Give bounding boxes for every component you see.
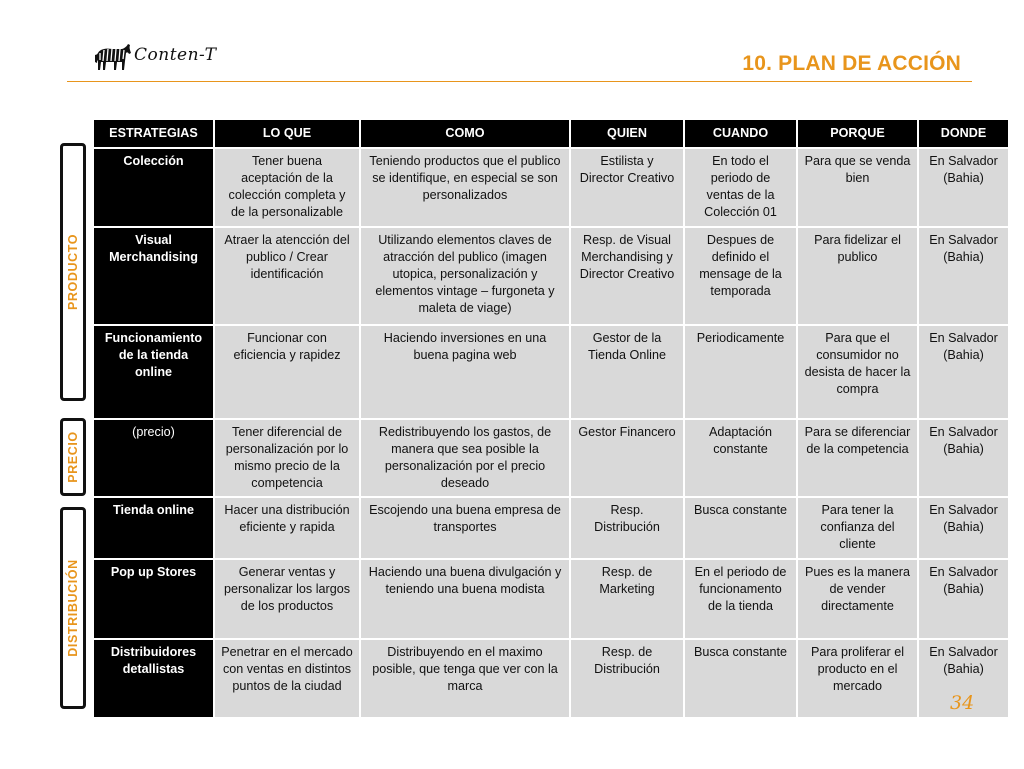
strategy-cell: Colección <box>93 148 214 227</box>
porque-cell: Para tener la confianza del cliente <box>797 497 918 559</box>
category-label-producto: PRODUCTO <box>66 233 80 311</box>
porque-cell: Para fidelizar el publico <box>797 227 918 325</box>
porque-cell: Para que se venda bien <box>797 148 918 227</box>
column-header-lo-que: LO QUE <box>214 119 360 148</box>
donde-cell: En Salvador (Bahia) <box>918 148 1009 227</box>
cuando-cell: En todo el periodo de ventas de la Colección 01 <box>684 148 797 227</box>
strategy-cell: Tienda online <box>93 497 214 559</box>
strategy-cell: Pop up Stores <box>93 559 214 639</box>
lo-que-cell: Penetrar en el mercado con ventas en distintos puntos de la ciudad <box>214 639 360 718</box>
porque-cell: Para que el consumidor no desista de hacer la compra <box>797 325 918 419</box>
strategy-cell: Distribuidores detallistas <box>93 639 214 718</box>
lo-que-cell: Atraer la atencción del publico / Crear identificación <box>214 227 360 325</box>
category-label-precio: PRECIO <box>66 431 80 483</box>
cuando-cell: Busca constante <box>684 639 797 718</box>
column-header-como: COMO <box>360 119 570 148</box>
strategy-cell: Funcionamiento de la tienda online <box>93 325 214 419</box>
table-header-row <box>93 119 1009 148</box>
como-cell: Redistribuyendo los gastos, de manera que sea posible la personalización por el precio deseado <box>360 419 570 497</box>
cuando-cell: Periodicamente <box>684 325 797 419</box>
table-row <box>93 325 1009 419</box>
quien-cell: Resp. de Distribución <box>570 639 684 718</box>
brand-logo <box>92 40 217 74</box>
lo-que-cell: Hacer una distribución eficiente y rapida <box>214 497 360 559</box>
porque-cell: Para proliferar el producto en el mercado <box>797 639 918 718</box>
quien-cell: Resp. de Marketing <box>570 559 684 639</box>
category-box-distribucion <box>60 507 86 709</box>
donde-cell: En Salvador (Bahia) <box>918 497 1009 559</box>
como-cell: Teniendo productos que el publico se identifique, en especial se son personalizados <box>360 148 570 227</box>
table-row <box>93 559 1009 639</box>
como-cell: Distribuyendo en el maximo posible, que tenga que ver con la marca <box>360 639 570 718</box>
category-box-producto <box>60 143 86 401</box>
cuando-cell: Busca constante <box>684 497 797 559</box>
table-row <box>93 148 1009 227</box>
cuando-cell: Adaptación constante <box>684 419 797 497</box>
category-label-distribucion: DISTRIBUCIÓN <box>66 559 80 657</box>
quien-cell: Gestor Financero <box>570 419 684 497</box>
action-plan-table <box>92 118 1010 719</box>
cuando-cell: Despues de definido el mensage de la temporada <box>684 227 797 325</box>
table-row <box>93 227 1009 325</box>
lo-que-cell: Tener diferencial de personalización por lo mismo precio de la competencia <box>214 419 360 497</box>
page-title: 10. PLAN DE ACCIÓN <box>742 52 961 75</box>
quien-cell: Gestor de la Tienda Online <box>570 325 684 419</box>
logo-text: Conten-T <box>134 45 217 65</box>
lo-que-cell: Generar ventas y personalizar los largos de los productos <box>214 559 360 639</box>
quien-cell: Estilista y Director Creativo <box>570 148 684 227</box>
page-number: 34 <box>950 692 975 714</box>
porque-cell: Pues es la manera de vender directamente <box>797 559 918 639</box>
como-cell: Escojendo una buena empresa de transportes <box>360 497 570 559</box>
table-row <box>93 639 1009 718</box>
zebra-icon <box>92 41 132 73</box>
category-box-precio <box>60 418 86 496</box>
table-row <box>93 419 1009 497</box>
table-row <box>93 497 1009 559</box>
donde-cell: En Salvador (Bahia) <box>918 325 1009 419</box>
title-divider <box>67 81 972 82</box>
column-header-cuando: CUANDO <box>684 119 797 148</box>
strategy-cell: Visual Merchandising <box>93 227 214 325</box>
column-header-porque: PORQUE <box>797 119 918 148</box>
strategy-cell: (precio) <box>93 419 214 497</box>
porque-cell: Para se diferenciar de la competencia <box>797 419 918 497</box>
como-cell: Utilizando elementos claves de atracción del publico (imagen utopica, personalización y elementos vintage – furgoneta y maleta de viage) <box>360 227 570 325</box>
como-cell: Haciendo una buena divulgación y teniendo una buena modista <box>360 559 570 639</box>
donde-cell: En Salvador (Bahia) <box>918 227 1009 325</box>
donde-cell: En Salvador (Bahia) <box>918 559 1009 639</box>
donde-cell: En Salvador (Bahia) <box>918 419 1009 497</box>
column-header-quien: QUIEN <box>570 119 684 148</box>
como-cell: Haciendo inversiones en una buena pagina web <box>360 325 570 419</box>
column-header-donde: DONDE <box>918 119 1009 148</box>
cuando-cell: En el periodo de funcionamento de la tienda <box>684 559 797 639</box>
lo-que-cell: Funcionar con eficiencia y rapidez <box>214 325 360 419</box>
lo-que-cell: Tener buena aceptación de la colección completa y de la personalizable <box>214 148 360 227</box>
quien-cell: Resp. Distribución <box>570 497 684 559</box>
donde-cell: En Salvador (Bahia) <box>918 639 1009 718</box>
quien-cell: Resp. de Visual Merchandising y Director Creativo <box>570 227 684 325</box>
column-header-estrategias: ESTRATEGIAS <box>93 119 214 148</box>
